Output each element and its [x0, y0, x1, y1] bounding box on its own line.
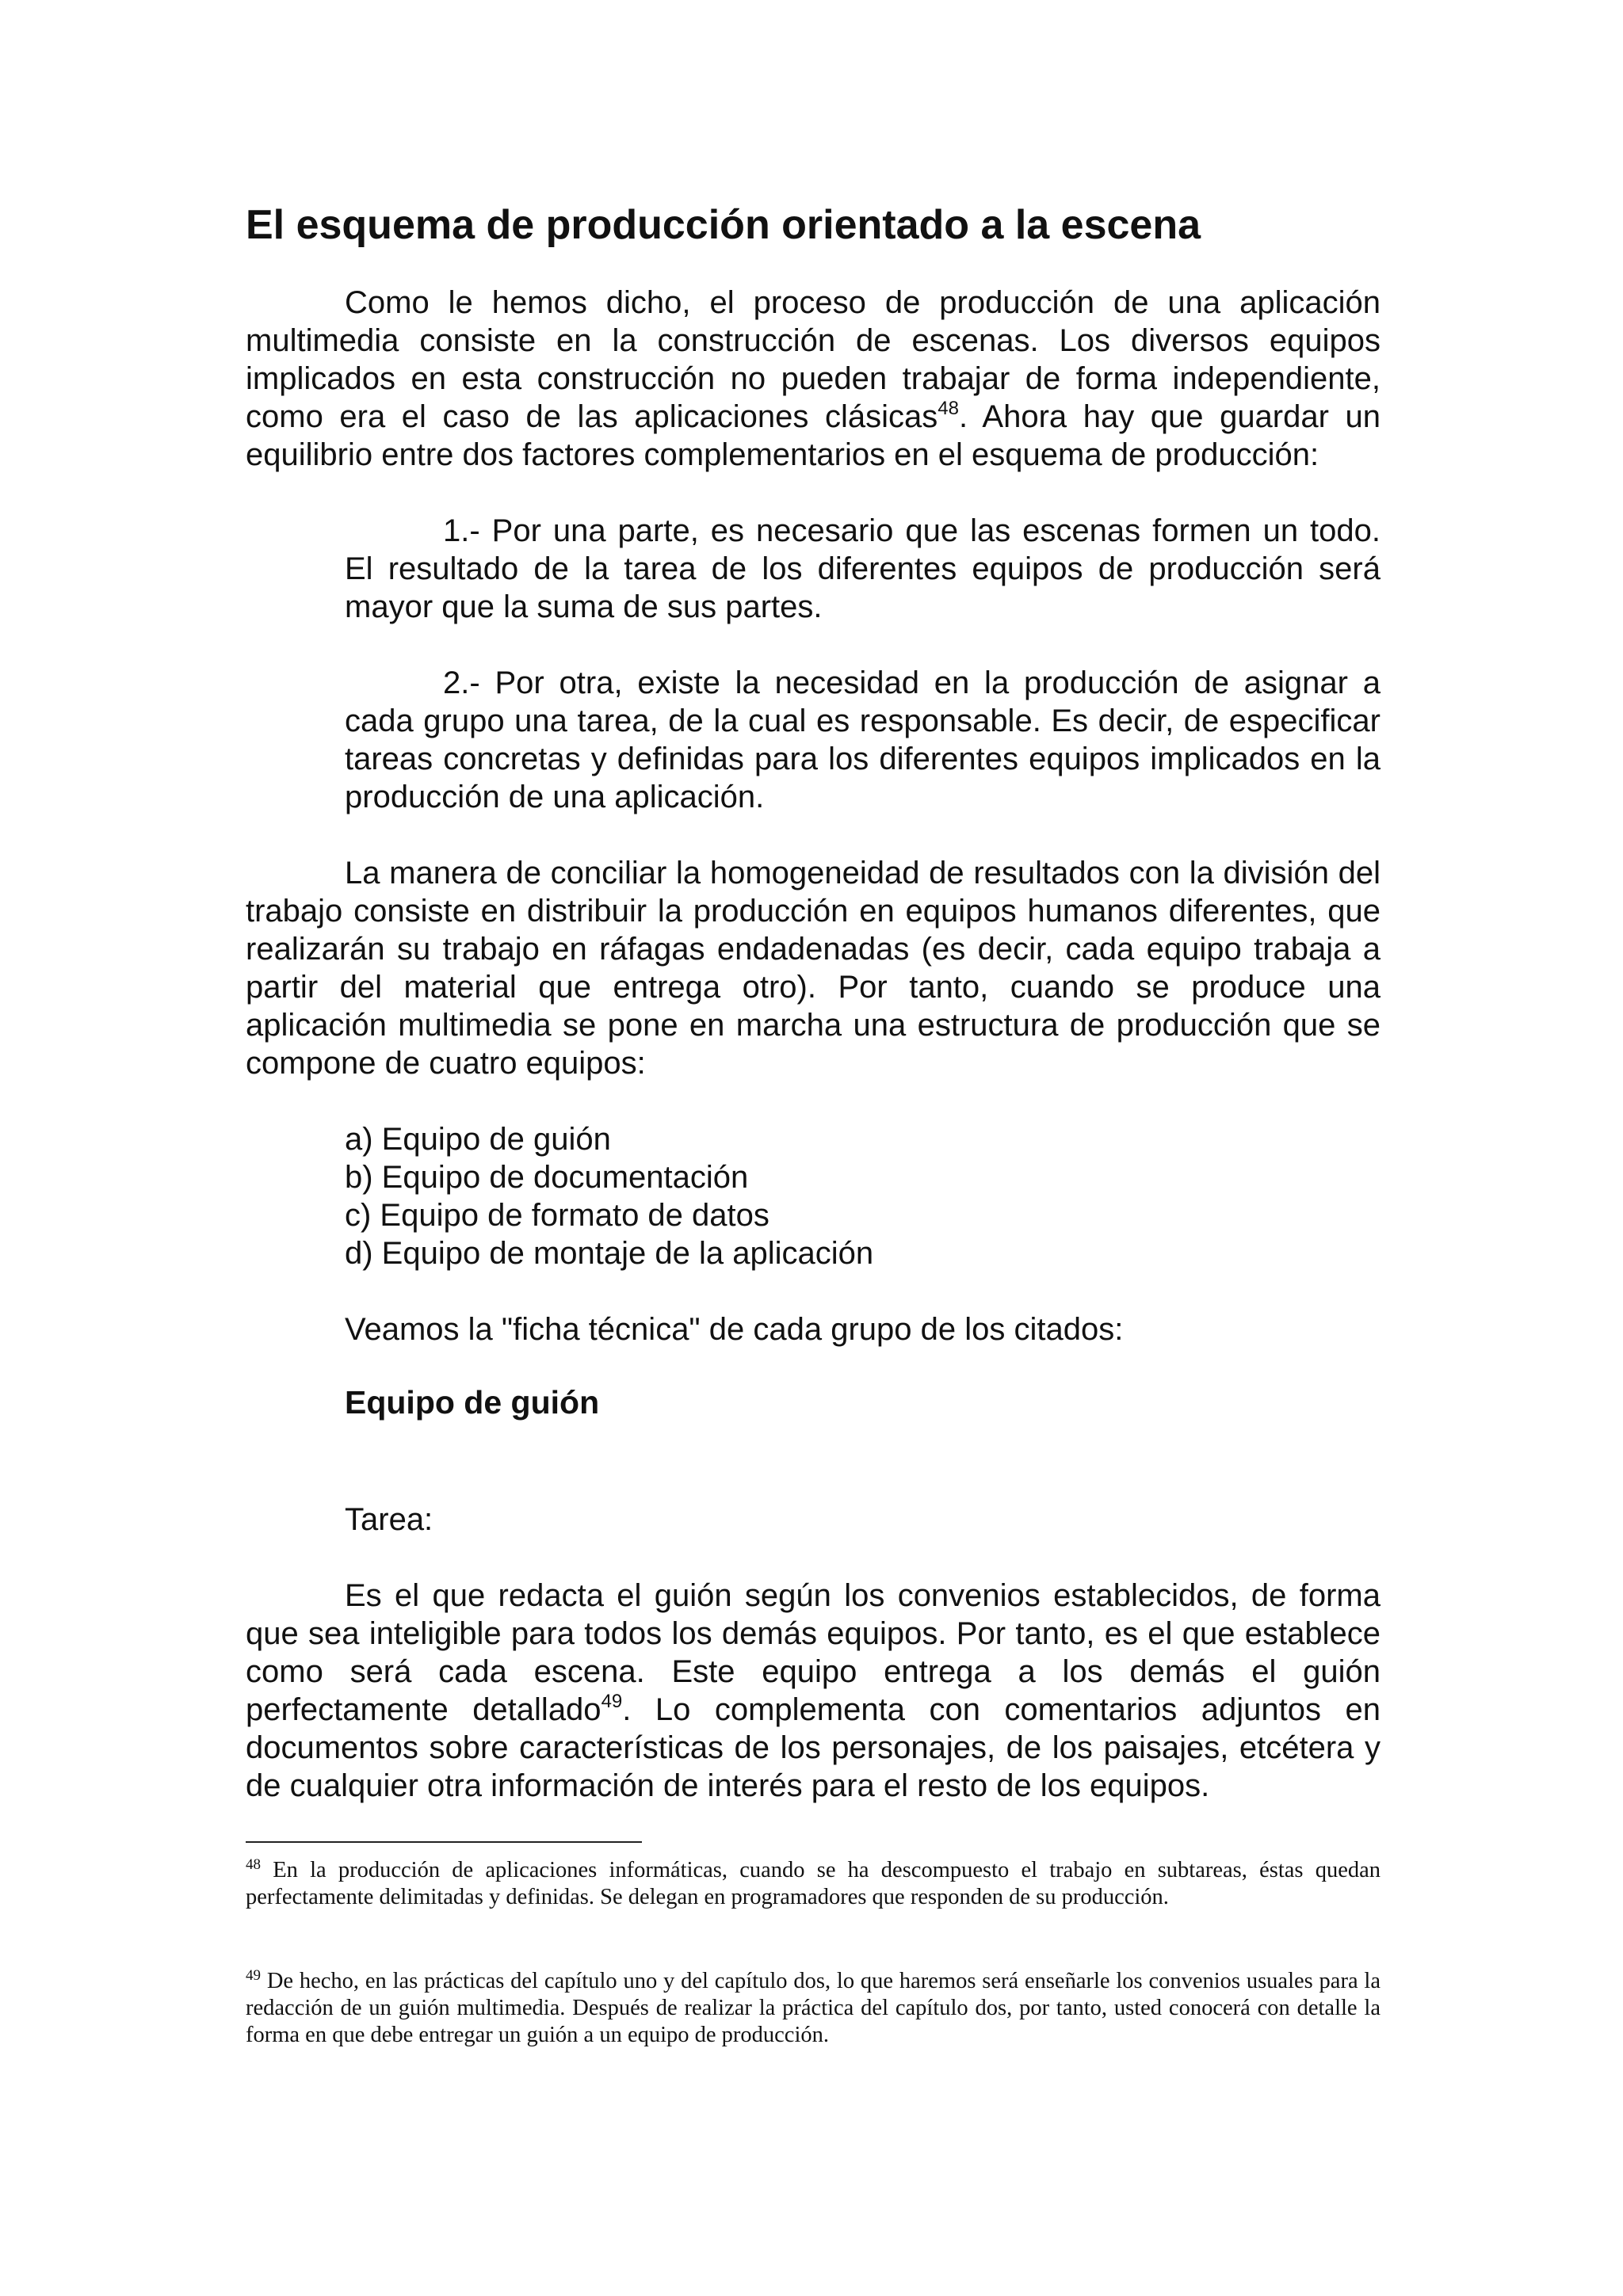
- tarea-text-before: Es el que redacta el guión según los convenios establecidos, de forma que sea inteligible para todos los demás equipos. Por tanto, es el que establece como será cada escena. Este equipo entrega a los demás el guión perfectamente detallado: [246, 1578, 1381, 1727]
- intro-text-after: . Ahora hay que guardar un equilibrio entre dos factores complementarios en el esquema de producción:: [246, 399, 1381, 472]
- footnote-number: 48: [246, 1856, 261, 1873]
- tarea-text-after: . Lo complementa con comentarios adjuntos en documentos sobre características de los personajes, de los paisajes, etcétera y de cualquier otra información de interés para el resto de los equipos.: [246, 1692, 1381, 1803]
- teams-list: [345, 1120, 1381, 1272]
- footnote-separator: [246, 1841, 642, 1843]
- point-1: 1.- Por una parte, es necesario que las escenas formen un todo. El resultado de la tarea de los diferentes equipos de producción será mayor que la suma de sus partes.: [345, 513, 1381, 624]
- section-heading: Equipo de guión: [345, 1384, 600, 1421]
- intro-paragraph: [246, 284, 1381, 474]
- footnote-text: De hecho, en las prácticas del capítulo uno y del capítulo dos, lo que haremos será enseñarle los convenios usuales para la redacción de un guión multimedia. Después de realizar la práctica del capítulo dos, por tanto, usted conocerá con detalle la forma en que debe entregar un guión a un equipo de producción.: [246, 1969, 1381, 2047]
- footnote-ref-49[interactable]: 49: [601, 1691, 623, 1712]
- footnote-48: [246, 1857, 1381, 1911]
- footnote-ref-48[interactable]: 48: [938, 398, 959, 419]
- tarea-label: Tarea:: [345, 1502, 433, 1537]
- intro-text-before: Como le hemos dicho, el proceso de producción de una aplicación multimedia consiste en la construcción de escenas. Los diversos equipos implicados en esta construcción no pueden trabajar de forma independiente, como era el caso de las aplicaciones clásicas: [246, 285, 1381, 434]
- list-item: b) Equipo de documentación: [345, 1160, 749, 1195]
- list-item: a) Equipo de guión: [345, 1122, 611, 1157]
- footnote-49: [246, 1968, 1381, 2049]
- footnote-text: En la producción de aplicaciones informáticas, cuando se ha descompuesto el trabajo en subtareas, éstas quedan perfectamente delimitadas y definidas. Se delegan en programadores que responden de su producción.: [246, 1858, 1381, 1909]
- tarea-paragraph: [246, 1577, 1381, 1805]
- point-2: 2.- Por otra, existe la necesidad en la producción de asignar a cada grupo una tarea, de la cual es responsable. Es decir, de especificar tareas concretas y definidas para los diferentes equipos implicados en la producción de una aplicación.: [345, 666, 1381, 814]
- page-title: El esquema de producción orientado a la escena: [246, 202, 1201, 248]
- footnote-number: 49: [246, 1967, 261, 1984]
- document-page: [246, 0, 1381, 2296]
- list-item: c) Equipo de formato de datos: [345, 1198, 769, 1233]
- conciliar-paragraph: La manera de conciliar la homogeneidad de resultados con la división del trabajo consiste en distribuir la producción en equipos humanos diferentes, que realizarán su trabajo en ráfagas endadenadas (es decir, cada equipo trabaja a partir del material que entrega otro). Por tanto, cuando se produce una aplicación multimedia se pone en marcha una estructura de producción que se compone de cuatro equipos:: [246, 856, 1381, 1081]
- ficha-intro: Veamos la "ficha técnica" de cada grupo de los citados:: [345, 1312, 1124, 1347]
- list-item: d) Equipo de montaje de la aplicación: [345, 1236, 874, 1271]
